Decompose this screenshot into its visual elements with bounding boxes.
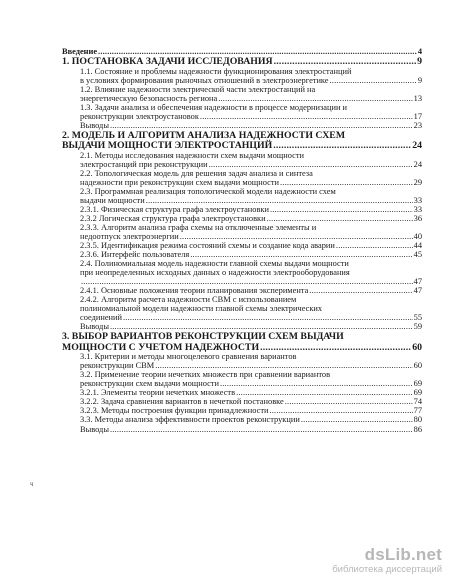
toc-entry-title-line: 3.2.2. Задача сравнения вариантов в нечеткой постановке — [80, 397, 284, 407]
toc-page-number: 69 — [413, 379, 422, 389]
watermark-logo: dsLib.net — [364, 545, 442, 564]
toc-entry-title-line: Выводы — [80, 322, 109, 332]
toc-entry-title-line: 2.3.3. Алгоритм анализа графа схемы на отключенные элементы и — [80, 222, 317, 232]
toc-entry[interactable] — [62, 188, 422, 206]
toc-entry-title-line: 2.4.2. Алгоритм расчета надежности СВМ с использованием — [80, 295, 297, 305]
margin-mark: ч — [30, 480, 34, 488]
toc-entry-title-line: 2. МОДЕЛЬ И АЛГОРИТМ АНАЛИЗА НАДЕЖНОСТИ СХЕМ — [62, 129, 346, 141]
toc-entry[interactable] — [62, 426, 422, 435]
toc-entry-title-line: недоотпуск электроэнергии — [80, 231, 179, 241]
dot-leader — [220, 380, 413, 389]
toc-entry[interactable] — [62, 416, 422, 425]
toc-page-number: 74 — [413, 397, 422, 407]
toc-page-number: 17 — [413, 111, 422, 121]
toc-entry-title-line: 3.2.3. Методы построения функции принадлежности — [80, 406, 269, 416]
dot-leader — [285, 398, 413, 407]
toc-entry-title-line: Выводы — [80, 424, 109, 434]
toc-entry-title-line: 2.3.2 Логическая структура графа электроустановки — [80, 213, 266, 223]
toc-entry-title-line: Выводы — [80, 120, 109, 130]
toc-entry-title-line: Введение — [62, 47, 98, 56]
dot-leader — [301, 416, 413, 425]
watermark-subtitle: библиотека диссертаций — [332, 564, 442, 575]
toc-page-number: 60 — [413, 361, 422, 371]
toc-entry-title-line: 1. ПОСТАНОВКА ЗАДАЧИ ИССЛЕДОВАНИЯ — [62, 56, 273, 68]
dot-leader — [330, 77, 417, 86]
toc-page-number: 24 — [412, 140, 422, 152]
toc-entry-title-line: полиномиальной модели надежности главной схемы электрических — [80, 304, 323, 314]
toc-entry-title-line: 2.1. Методы исследования надежности схем выдачи мощности — [80, 150, 304, 160]
toc-entry[interactable] — [62, 104, 422, 122]
toc-entry-title-line: 2.3.1. Физическая структура графа электроустановки — [80, 204, 269, 214]
toc-page-number: 4 — [417, 47, 422, 56]
toc-entry-title-line: надежности при реконструкции схем выдачи мощности — [80, 177, 279, 187]
toc-entry-title-line: в условиях формирования рыночных отношений в электроэнергетике — [80, 75, 329, 85]
toc-entry-title-line: 3.2.1. Элементы теории нечетких множеств — [80, 388, 236, 398]
dot-leader — [274, 57, 416, 67]
toc-page-number: 33 — [413, 195, 422, 205]
toc-entry[interactable] — [62, 68, 422, 86]
dot-leader — [123, 314, 413, 323]
toc-entry-title-line: реконструкции СВМ — [80, 361, 155, 371]
toc-page-number: 13 — [413, 93, 422, 103]
toc-entry-title-line: 2.3.6. Интерфейс пользователя — [80, 250, 190, 260]
toc-page-number: 29 — [413, 177, 422, 187]
toc-entry-title-line: 2.4.1. Основные положения теории планирования эксперимента — [80, 286, 309, 296]
toc-entry-title-line: реконструкции схем выдачи мощности — [80, 379, 219, 389]
toc-entry-title-line: 1.3. Задачи анализа и обеспечения надежности в процессе модернизации и — [80, 102, 348, 112]
toc-entry-title-line: 2.3. Программная реализация топологической модели надежности схем — [80, 186, 336, 196]
toc-entry[interactable] — [62, 86, 422, 104]
toc-page-number: 47 — [413, 286, 422, 296]
toc-page-number: 86 — [413, 424, 422, 434]
watermark[interactable] — [332, 546, 442, 575]
toc-page-number: 44 — [413, 240, 422, 250]
toc-page-number: 69 — [413, 388, 422, 398]
toc-page-number: 77 — [413, 406, 422, 416]
toc-entry[interactable] — [62, 260, 422, 287]
toc-page-number: 45 — [413, 250, 422, 260]
toc-entry-title-line: реконструкции электроустановок — [80, 111, 199, 121]
toc-page-number: 55 — [413, 312, 422, 322]
toc-page-number: 47 — [413, 276, 422, 286]
toc-entry[interactable] — [62, 152, 422, 170]
toc-entry-title-line: 3.1. Критерии и методы многоцелевого сравнения вариантов — [80, 352, 297, 362]
toc-entry[interactable] — [62, 224, 422, 242]
dot-leader — [270, 206, 413, 215]
toc-entry[interactable] — [62, 371, 422, 389]
toc-page-number: 33 — [413, 204, 422, 214]
toc-page-number: 36 — [413, 213, 422, 223]
table-of-contents — [62, 48, 422, 435]
toc-entry[interactable] — [62, 353, 422, 371]
dot-leader — [309, 287, 412, 296]
toc-entry-title-line: 3.3. Методы анализа эффективности проектов реконструкции — [80, 415, 300, 425]
toc-page-number: 80 — [413, 415, 422, 425]
dot-leader — [200, 113, 413, 122]
toc-entry-title-line: 2.3.5. Идентификация режима состояний схемы и создание кода аварии — [80, 240, 335, 250]
toc-entry[interactable] — [62, 131, 422, 152]
toc-entry-title-line: 1.1. Состояние и проблемы надежности функционирования электростанций — [80, 66, 352, 76]
toc-entry-title-line: ВЫДАЧИ МОЩНОСТИ ЭЛЕКТРОСТАНЦИЙ — [62, 140, 273, 152]
toc-entry-title-line: при неопределенных исходных данных о надежности электрооборудования — [80, 268, 350, 278]
toc-entry-title-line: 2.2. Топологическая модель для решения задач анализа и синтеза — [80, 168, 313, 178]
toc-page-number: 9 — [417, 75, 422, 85]
toc-entry-title-line: энергетическую безопасность региона — [80, 93, 218, 103]
toc-entry-title-line: МОЩНОСТИ С УЧЕТОМ НАДЕЖНОСТИ — [62, 341, 260, 353]
toc-entry-title-line: 2.4. Полиномиальная модель надежности главной схемы выдачи мощности — [80, 259, 349, 269]
toc-page-number: 60 — [412, 341, 422, 353]
toc-page-number: 40 — [413, 231, 422, 241]
toc-entry[interactable] — [62, 170, 422, 188]
toc-page-number: 59 — [413, 322, 422, 332]
toc-page-number: 24 — [413, 159, 422, 169]
toc-entry-title-line: выдачи мощности — [80, 195, 145, 205]
toc-page-number: 23 — [413, 120, 422, 130]
toc-entry-title-line: 1.2. Влияние надежности электрической части электростанций на — [80, 84, 316, 94]
toc-entry[interactable] — [62, 296, 422, 323]
dot-leader — [110, 426, 413, 435]
toc-entry-title-line: 3. ВЫБОР ВАРИАНТОВ РЕКОНСТРУКЦИИ СХЕМ ВЫДАЧИ — [62, 331, 344, 343]
toc-entry[interactable] — [62, 57, 422, 67]
toc-entry[interactable] — [62, 332, 422, 353]
toc-entry-title-line: 3.2. Применение теории нечетких множеств при сравнении вариантов — [80, 370, 331, 380]
toc-entry-title-line: электростанций при реконструкции — [80, 159, 208, 169]
toc-entry-title-line: соединений — [80, 312, 123, 322]
toc-page-number: 9 — [417, 56, 422, 68]
dot-leader — [336, 242, 413, 251]
